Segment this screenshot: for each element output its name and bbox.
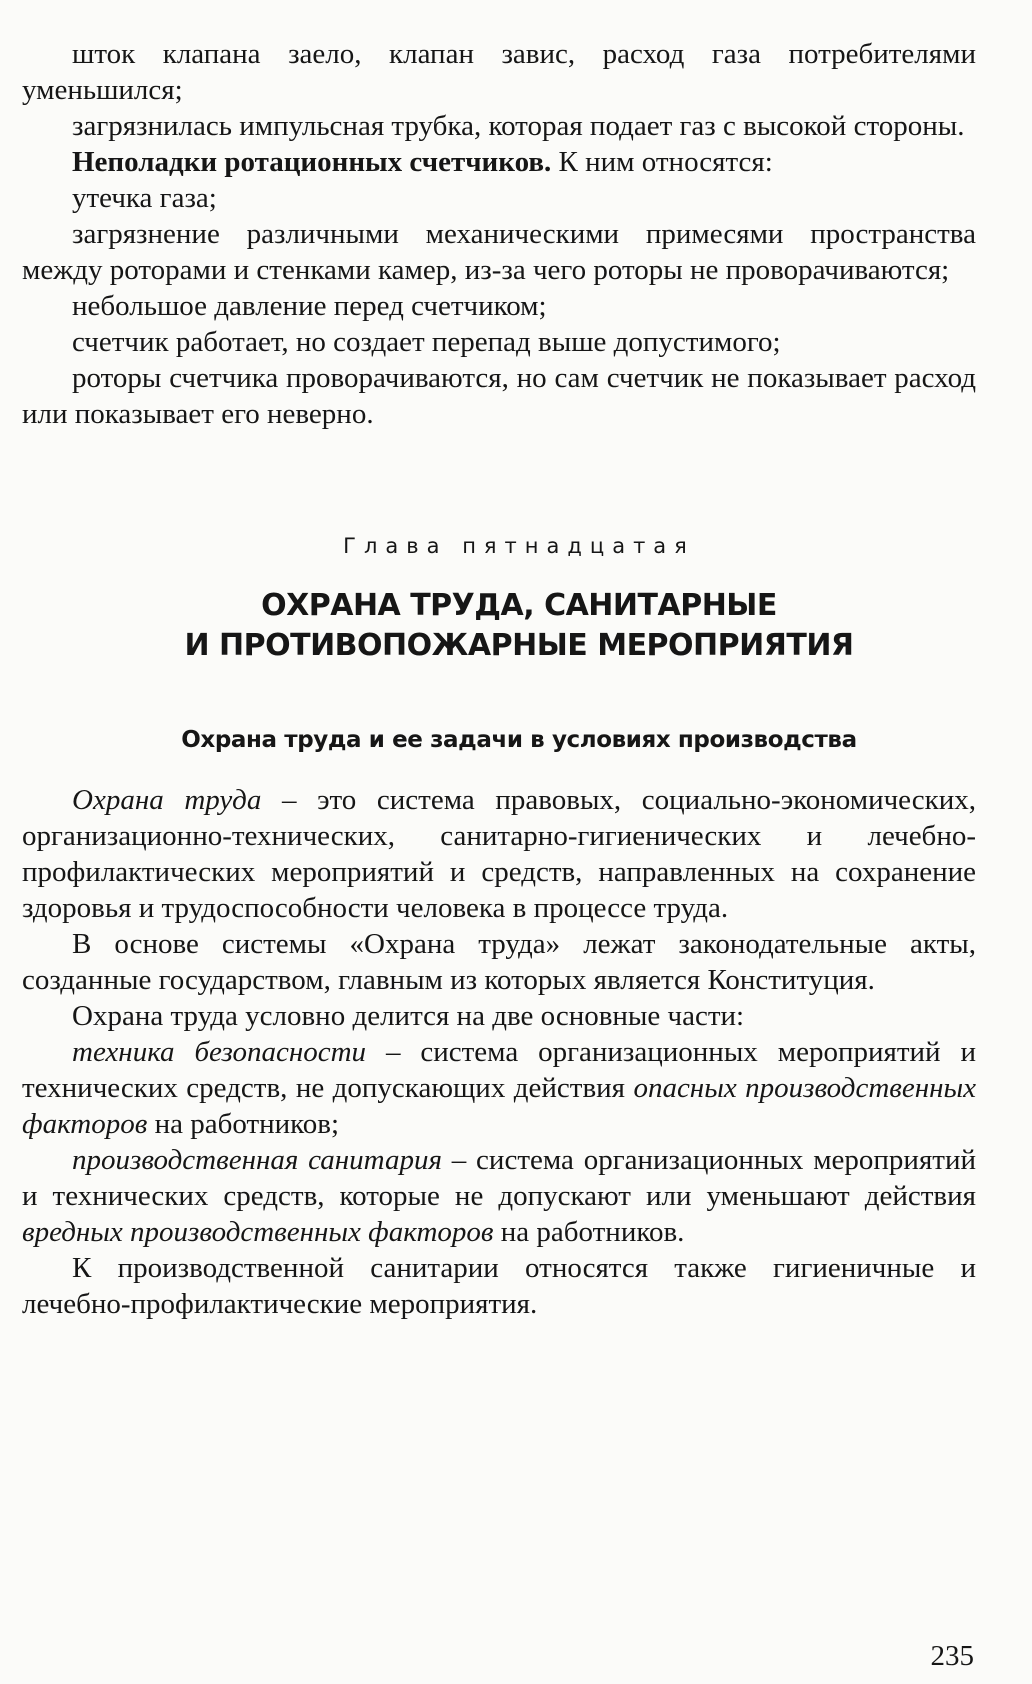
definition-text: – система организационных мероприятий и технических средств, не допускающих действия (22, 1036, 976, 1104)
paragraph-labor-protection-definition (22, 782, 976, 926)
paragraph-legal-basis: В основе системы «Охрана труда» лежат законодательные акты, созданные государством, главным из которых является Конституция. (22, 928, 976, 996)
term-industrial-sanitation: производственная санитария (72, 1144, 442, 1176)
list-item: загрязнение различными механическими примесями пространства между роторами и стенками камер, из-за чего роторы не проворачиваются; (22, 218, 976, 286)
chapter-label: Глава пятнадцатая (343, 534, 695, 558)
chapter-title (22, 586, 976, 666)
definition-text: – это система правовых, социально-экономических, организационно-технических, санитарно-гигиенических и лечебно-профилактических мероприятий и средств, направленных на сохранение здоровья и трудоспособности человека в процессе труда. (22, 784, 977, 924)
definition-text-end: на работников. (493, 1216, 685, 1248)
term-harmful-factors: вредных производственных факторов (22, 1216, 494, 1248)
term-hazardous-factors: опасных производственных факторов (22, 1072, 977, 1140)
paragraph-impulse-tube: загрязнилась импульсная трубка, которая подает газ с высокой стороны. (72, 110, 965, 142)
section-title: Охрана труда и ее задачи в условиях производства (181, 727, 857, 753)
term-labor-protection: Охрана труда (72, 784, 262, 816)
chapter-title-line-1: ОХРАНА ТРУДА, САНИТАРНЫЕ (261, 588, 777, 623)
rotary-faults-intro-text: К ним относятся: (551, 146, 773, 178)
term-safety-engineering: техника безопасности (72, 1036, 367, 1068)
list-item: небольшое давление перед счетчиком; (72, 290, 547, 322)
page-number: 235 (930, 1640, 974, 1672)
paragraph-industrial-sanitation (22, 1142, 976, 1250)
list-item: счетчик работает, но создает перепад выше допустимого; (72, 326, 781, 358)
definition-text: – система организационных мероприятий и технических средств, которые не допускают или уменьшают действия (22, 1144, 977, 1212)
paragraph-two-parts: Охрана труда условно делится на две основные части: (72, 1000, 745, 1032)
paragraph-sanitation-measures: К производственной санитарии относятся также гигиеничные и лечебно-профилактические мероприятия. (22, 1252, 976, 1320)
chapter-title-line-2: И ПРОТИВОПОЖАРНЫЕ МЕРОПРИЯТИЯ (184, 628, 854, 663)
list-item: утечка газа; (72, 182, 217, 214)
paragraph-rotary-faults-intro (22, 144, 976, 180)
rotary-faults-heading: Неполадки ротационных счетчиков. (72, 146, 552, 178)
definition-text-end: на работников; (147, 1108, 340, 1140)
paragraph-safety-engineering (22, 1034, 976, 1142)
list-item: роторы счетчика проворачиваются, но сам счетчик не показывает расход или показывает его неверно. (22, 362, 976, 430)
paragraph-valve-stuck: шток клапана заело, клапан завис, расход газа потребителями уменьшился; (22, 38, 976, 106)
